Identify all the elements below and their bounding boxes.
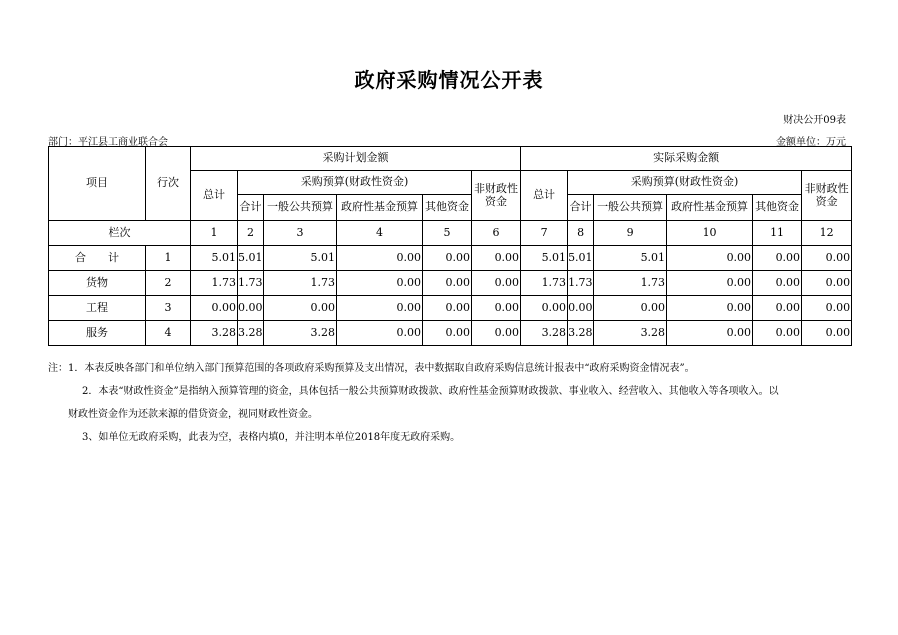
cell-value: 0.00: [472, 296, 521, 321]
row-item: 工程: [49, 296, 146, 321]
cell-value: 0.00: [264, 296, 337, 321]
cell-value: 0.00: [423, 271, 472, 296]
row-no: 2: [146, 271, 191, 296]
header-actual-general-budget: 一般公共预算: [594, 195, 667, 221]
cell-value: 0.00: [667, 321, 753, 346]
cell-value: 5.01: [521, 246, 568, 271]
cell-value: 1.73: [521, 271, 568, 296]
cell-value: 0.00: [802, 321, 852, 346]
cell-value: 0.00: [238, 296, 264, 321]
header-item: 项目: [49, 147, 146, 221]
notes-section: [48, 357, 862, 449]
note-line: 2．本表“财政性资金”是指纳入预算管理的资金，具体包括一般公共预算财政拨款、政府性基金预算财政拨款、事业收入、经营收入、其他收入等各项收入。以: [82, 386, 779, 397]
cell-value: 5.01: [568, 246, 594, 271]
column-number: 1: [191, 221, 238, 246]
header-plan-group: 采购计划金额: [191, 147, 521, 171]
column-number: 3: [264, 221, 337, 246]
column-row-label: 栏次: [49, 221, 191, 246]
cell-value: 3.28: [594, 321, 667, 346]
amount-unit-label: 金额单位：万元: [776, 137, 846, 148]
row-no: 1: [146, 246, 191, 271]
cell-value: 0.00: [337, 321, 423, 346]
cell-value: 3.28: [521, 321, 568, 346]
header-actual-group: 实际采购金额: [521, 147, 852, 171]
column-number: 8: [568, 221, 594, 246]
table-row: [49, 321, 852, 346]
note-line: 财政性资金作为还款来源的借贷资金，视同财政性资金。: [68, 409, 318, 420]
header-plan-budget-group: 采购预算(财政性资金): [238, 171, 472, 195]
header-actual-subtotal: 合计: [568, 195, 594, 221]
cell-value: 0.00: [423, 246, 472, 271]
cell-value: 1.73: [191, 271, 238, 296]
cell-value: 0.00: [337, 246, 423, 271]
header-row-no: 行次: [146, 147, 191, 221]
cell-value: 1.73: [264, 271, 337, 296]
cell-value: 0.00: [423, 321, 472, 346]
column-number: 5: [423, 221, 472, 246]
header-actual-gov-fund: 政府性基金预算: [667, 195, 753, 221]
column-number: 12: [802, 221, 852, 246]
form-number: 财决公开09表: [783, 115, 846, 126]
row-item: 合 计: [49, 246, 146, 271]
header-plan-non-fiscal: 非财政性资金: [472, 171, 521, 221]
cell-value: 0.00: [753, 246, 802, 271]
cell-value: 0.00: [753, 321, 802, 346]
cell-value: 3.28: [264, 321, 337, 346]
cell-value: 5.01: [191, 246, 238, 271]
header-plan-general-budget: 一般公共预算: [264, 195, 337, 221]
cell-value: 0.00: [472, 246, 521, 271]
table-row: [49, 296, 852, 321]
column-number: 6: [472, 221, 521, 246]
cell-value: 3.28: [191, 321, 238, 346]
cell-value: 0.00: [472, 271, 521, 296]
table-row: [49, 271, 852, 296]
cell-value: 0.00: [594, 296, 667, 321]
cell-value: 0.00: [337, 271, 423, 296]
cell-value: 3.28: [568, 321, 594, 346]
cell-value: 5.01: [594, 246, 667, 271]
cell-value: 5.01: [264, 246, 337, 271]
header-actual-other-funds: 其他资金: [753, 195, 802, 221]
department-label: 部门：平江县工商业联合会: [48, 137, 168, 148]
header-actual-total: 总计: [521, 171, 568, 221]
cell-value: 1.73: [568, 271, 594, 296]
row-no: 3: [146, 296, 191, 321]
header-plan-total: 总计: [191, 171, 238, 221]
cell-value: 0.00: [521, 296, 568, 321]
cell-value: 0.00: [568, 296, 594, 321]
cell-value: 0.00: [667, 271, 753, 296]
row-item: 服务: [49, 321, 146, 346]
note-line: 注：1．本表反映各部门和单位纳入部门预算范围的各项政府采购预算及支出情况，表中数据取自政府采购信息统计报表中“政府采购资金情况表”。: [48, 363, 695, 374]
procurement-table: [48, 146, 852, 346]
cell-value: 3.28: [238, 321, 264, 346]
cell-value: 0.00: [753, 271, 802, 296]
cell-value: 0.00: [802, 246, 852, 271]
row-no: 4: [146, 321, 191, 346]
note-line: 3、如单位无政府采购，此表为空，表格内填0，并注明本单位2018年度无政府采购。: [82, 432, 461, 443]
cell-value: 0.00: [337, 296, 423, 321]
page-title: 政府采购情况公开表: [354, 68, 544, 92]
table-row: [49, 246, 852, 271]
header-actual-non-fiscal: 非财政性资金: [802, 171, 852, 221]
cell-value: 0.00: [191, 296, 238, 321]
cell-value: 0.00: [472, 321, 521, 346]
column-number: 7: [521, 221, 568, 246]
row-item: 货物: [49, 271, 146, 296]
cell-value: 0.00: [802, 296, 852, 321]
column-number: 2: [238, 221, 264, 246]
column-number: 10: [667, 221, 753, 246]
column-number: 4: [337, 221, 423, 246]
header-plan-gov-fund: 政府性基金预算: [337, 195, 423, 221]
column-number: 11: [753, 221, 802, 246]
cell-value: 0.00: [667, 296, 753, 321]
header-plan-subtotal: 合计: [238, 195, 264, 221]
cell-value: 0.00: [423, 296, 472, 321]
cell-value: 0.00: [753, 296, 802, 321]
cell-value: 5.01: [238, 246, 264, 271]
header-plan-other-funds: 其他资金: [423, 195, 472, 221]
cell-value: 1.73: [238, 271, 264, 296]
column-number-row: [49, 221, 852, 246]
cell-value: 0.00: [667, 246, 753, 271]
header-actual-budget-group: 采购预算(财政性资金): [568, 171, 802, 195]
cell-value: 0.00: [802, 271, 852, 296]
cell-value: 1.73: [594, 271, 667, 296]
column-number: 9: [594, 221, 667, 246]
